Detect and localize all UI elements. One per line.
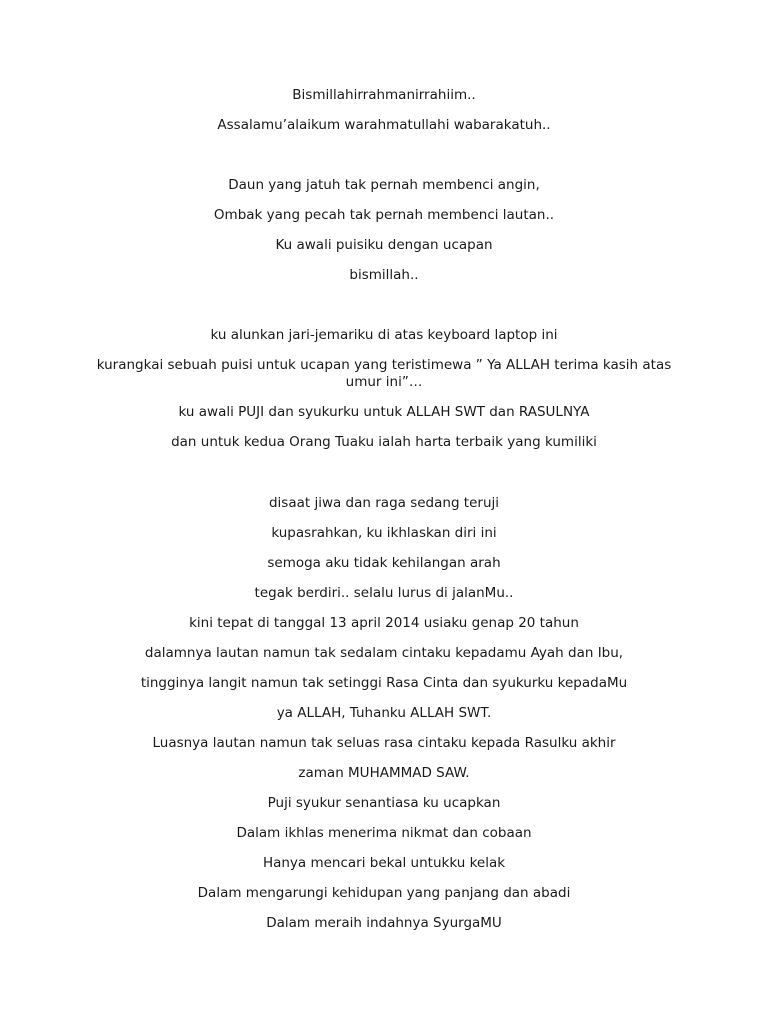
poem-line: Dalam mengarungi kehidupan yang panjang dan abadi	[197, 885, 571, 901]
poem-line: semoga aku tidak kehilangan arah	[267, 555, 501, 571]
poem-line: bismillah..	[349, 267, 419, 283]
greeting-line-2: Assalamu’alaikum warahmatullahi wabarakatuh..	[217, 117, 551, 133]
poem-line: kini tepat di tanggal 13 april 2014 usiaku genap 20 tahun	[189, 615, 579, 631]
poem-line: Daun yang jatuh tak pernah membenci angin,	[228, 177, 540, 193]
poem-line: Puji syukur senantiasa ku ucapkan	[267, 795, 501, 811]
poem-line: Luasnya lautan namun tak seluas rasa cintaku kepada Rasulku akhir	[152, 735, 616, 751]
poem-line: disaat jiwa dan raga sedang teruji	[268, 495, 500, 511]
poem-line: kupasrahkan, ku ikhlaskan diri ini	[271, 525, 497, 541]
poem-line: Ku awali puisiku dengan ucapan	[275, 237, 493, 253]
poem-line-wrapped: kurangkai sebuah puisi untuk ucapan yang teristimewa ” Ya ALLAH terima kasih atas umur ini”…	[96, 357, 672, 390]
poem-line: dalamnya lautan namun tak sedalam cintaku kepadamu Ayah dan Ibu,	[144, 645, 624, 661]
poem-line: ku awali PUJI dan syukurku untuk ALLAH SWT dan RASULNYA	[178, 404, 590, 420]
poem-line: ku alunkan jari-jemariku di atas keyboard laptop ini	[210, 327, 558, 343]
poem-line: Hanya mencari bekal untukku kelak	[262, 855, 506, 871]
greeting-line-1: Bismillahirrahmanirrahiim..	[292, 87, 476, 103]
poem-line: tegak berdiri.. selalu lurus di jalanMu..	[254, 585, 514, 601]
poem-line: zaman MUHAMMAD SAW.	[298, 765, 470, 781]
poem-line: ya ALLAH, Tuhanku ALLAH SWT.	[276, 705, 492, 721]
poem-line: Dalam meraih indahnya SyurgaMU	[266, 915, 502, 931]
poem-line: Dalam ikhlas menerima nikmat dan cobaan	[236, 825, 532, 841]
poem-line: tingginya langit namun tak setinggi Rasa Cinta dan syukurku kepadaMu	[140, 675, 628, 691]
poem-line: dan untuk kedua Orang Tuaku ialah harta terbaik yang kumiliki	[171, 434, 597, 450]
poem-line: Ombak yang pecah tak pernah membenci lautan..	[213, 207, 555, 223]
